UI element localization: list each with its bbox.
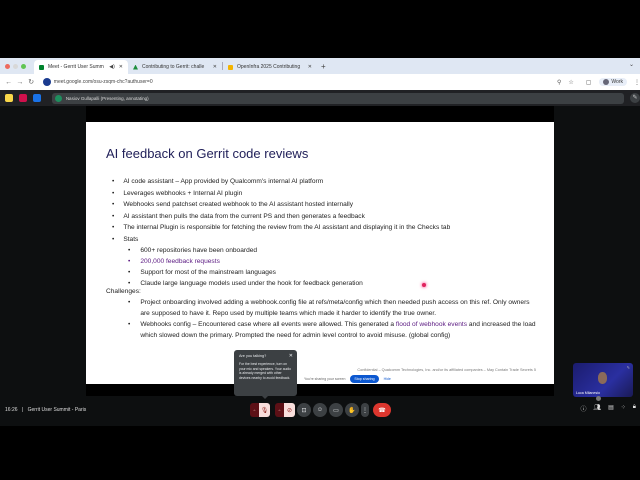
minimize-window-button[interactable] bbox=[13, 64, 18, 69]
participant-video bbox=[598, 372, 607, 384]
browser-tabstrip bbox=[0, 58, 640, 74]
challenge-item: • Webhooks config – Encountered case where all events were allowed. This generated a flood of webhook events and increased the load which slowed down the primary. Prompted the need for admin level control to avoid misuse. (global config) bbox=[128, 320, 538, 341]
bullet-item: • Leverages webhooks + Internal AI plugin bbox=[112, 190, 552, 202]
call-controls bbox=[250, 403, 391, 417]
url-text: meet.google.com/osu-zsqm-chc?authuser=0 bbox=[53, 79, 153, 85]
address-bar[interactable] bbox=[43, 77, 550, 88]
presenter-avatar bbox=[55, 95, 62, 102]
tooltip-body: For the best experience, turn on your mic and speakers. Your audio is already merged with other devices nearby to avoid feedback. bbox=[239, 362, 292, 380]
bullet-item: • AI code assistant – App provided by Qualcomm's internal AI platform bbox=[112, 178, 552, 190]
challenges-heading: Challenges: bbox=[106, 288, 141, 295]
present-screen-icon[interactable]: ⊡ bbox=[297, 403, 311, 417]
stat-item: • Support for most of the mainstream languages bbox=[128, 269, 363, 280]
bullet-item: • The internal Plugin is responsible for fetching the review from the AI assistant and displaying it in the Checks tab bbox=[112, 224, 552, 236]
activities-icon[interactable]: ⁘ bbox=[620, 405, 626, 411]
clock: 16:26 bbox=[5, 407, 18, 413]
stat-item-highlight: • 200,000 feedback requests bbox=[128, 258, 363, 269]
drive-favicon-icon bbox=[133, 65, 138, 70]
zoom-icon[interactable]: ⚲ bbox=[556, 79, 562, 86]
presentation-slide bbox=[86, 122, 554, 384]
host-controls-icon[interactable]: 🔒︎ bbox=[632, 404, 636, 410]
stats-bullets bbox=[128, 247, 363, 291]
browser-toolbar bbox=[0, 74, 640, 90]
mic-options-chevron-icon[interactable]: ^ bbox=[250, 403, 259, 417]
camera-off-icon[interactable]: ⊘ bbox=[284, 403, 295, 417]
close-tab-icon[interactable]: ✕ bbox=[212, 64, 217, 70]
self-view-tile[interactable] bbox=[573, 363, 633, 397]
extensions-icon[interactable]: ▢ bbox=[585, 79, 592, 86]
meeting-info: 16:26 | Gerrit User Summit - Paris bbox=[5, 407, 87, 413]
chat-icon[interactable]: ▤ bbox=[608, 405, 614, 411]
slide-bullets bbox=[112, 178, 552, 247]
leave-call-button[interactable]: ☎ bbox=[373, 403, 391, 417]
highlight-text: flood of webhook events bbox=[395, 321, 468, 328]
tooltip-title: Are you talking? bbox=[239, 354, 267, 358]
raise-hand-icon[interactable]: ✋ bbox=[345, 403, 359, 417]
meet-favicon-icon bbox=[39, 65, 44, 70]
annotate-pen-icon[interactable]: ✎ bbox=[630, 93, 640, 103]
bullet-item: • AI assistant then pulls the data from the current PS and then generates a feedback bbox=[112, 213, 552, 225]
bookmark-star-icon[interactable]: ☆ bbox=[568, 79, 574, 86]
close-tab-icon[interactable]: ✕ bbox=[118, 64, 123, 70]
pin-icon[interactable]: ✎ bbox=[626, 365, 630, 370]
forward-arrow-icon[interactable]: → bbox=[16, 78, 24, 86]
menu-kebab-icon[interactable]: ⋮ bbox=[633, 79, 640, 86]
people-icon[interactable]: 👥︎ bbox=[593, 405, 602, 411]
avatar bbox=[603, 79, 609, 85]
profile-button[interactable]: Work bbox=[599, 78, 627, 86]
camera-options-chevron-icon[interactable]: ^ bbox=[275, 403, 284, 417]
top-margin bbox=[0, 0, 640, 58]
window-controls bbox=[5, 64, 26, 69]
tab-meet[interactable]: Meet - Gerrit User Summ ◀) ✕ bbox=[34, 60, 128, 74]
slides-favicon-icon bbox=[228, 65, 233, 70]
reload-icon[interactable]: ↻ bbox=[28, 79, 35, 86]
close-window-button[interactable] bbox=[5, 64, 10, 69]
maximize-window-button[interactable] bbox=[21, 64, 26, 69]
participant-name: Luca Milanesio bbox=[576, 391, 600, 395]
hide-button[interactable]: Hide bbox=[383, 377, 391, 381]
more-options-icon[interactable]: ⋮ bbox=[361, 403, 369, 417]
close-tab-icon[interactable]: ✕ bbox=[307, 64, 312, 70]
close-icon[interactable]: ✕ bbox=[288, 353, 293, 359]
slide-footer: Confidential – Qualcomm Technologies, Inc. and/or its affiliated companies – May Contain Trade Secrets 5 bbox=[357, 368, 536, 372]
challenge-item: • Project onboarding involved adding a webhook.config file at refs/meta/config which then needed push access on this ref. Only owners are supposed to have it. Repo used by multiple teams which made it harder to identify the true owner. bbox=[128, 298, 538, 319]
tab-openinfra[interactable]: OpenInfra 2025 Contributing ✕ bbox=[223, 60, 317, 74]
extension-record-icon[interactable] bbox=[19, 94, 27, 102]
slide-title: AI feedback on Gerrit code reviews bbox=[106, 146, 309, 161]
info-icon[interactable]: ⓘ bbox=[580, 407, 587, 413]
notification-badge bbox=[596, 396, 601, 401]
meeting-name: Gerrit User Summit - Paris bbox=[27, 407, 87, 413]
site-info-icon[interactable] bbox=[43, 78, 51, 86]
are-you-talking-tooltip bbox=[234, 350, 297, 396]
stop-sharing-button[interactable]: Stop sharing bbox=[350, 375, 378, 383]
tab-contributing-gerrit[interactable]: Contributing to Gerrit: challe ✕ bbox=[128, 60, 222, 74]
captions-icon[interactable]: ▭ bbox=[329, 403, 343, 417]
presenting-banner: Nasiov Gullapalli (Presenting, annotating) bbox=[52, 93, 624, 104]
extension-share-icon[interactable] bbox=[33, 94, 41, 102]
challenges-bullets bbox=[128, 298, 538, 342]
bullet-item: • Webhooks send patchset created webhook to the AI assistant hosted internally bbox=[112, 201, 552, 213]
laser-pointer bbox=[422, 283, 426, 287]
audio-icon: ◀) bbox=[109, 64, 115, 70]
meet-stage bbox=[0, 106, 640, 426]
emoji-icon[interactable]: ☺ bbox=[313, 403, 327, 417]
new-tab-button[interactable]: + bbox=[321, 61, 326, 71]
bullet-item: • Stats bbox=[112, 236, 552, 248]
sharing-bar: You're sharing your screen Stop sharing Hide bbox=[300, 374, 395, 384]
stat-item: • 600+ repositories have been onboarded bbox=[128, 247, 363, 258]
stat-item: • Claude large language models used under the hook for feedback generation bbox=[128, 280, 363, 291]
extension-notes-icon[interactable] bbox=[5, 94, 13, 102]
mic-off-icon[interactable]: 🎙︎ bbox=[259, 403, 270, 417]
chevron-down-icon[interactable]: ⌄ bbox=[628, 62, 634, 68]
extensions-bar bbox=[0, 90, 640, 106]
side-panel-controls bbox=[580, 404, 636, 413]
back-arrow-icon[interactable]: ← bbox=[5, 78, 13, 86]
